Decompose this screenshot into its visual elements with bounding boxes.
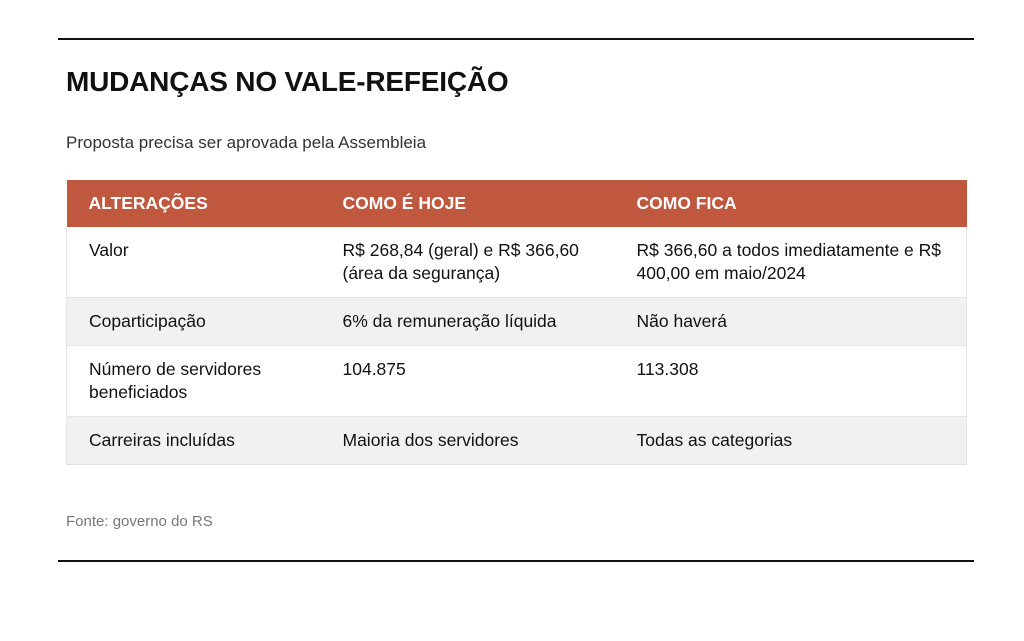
header-alteracoes: ALTERAÇÕES xyxy=(67,180,322,227)
table-row xyxy=(67,417,967,465)
comparison-table xyxy=(66,180,967,465)
page-title: MUDANÇAS NO VALE-REFEIÇÃO xyxy=(66,66,509,97)
table-row xyxy=(67,227,967,298)
header-como-fica: COMO FICA xyxy=(615,180,967,227)
cell-fica: 113.308 xyxy=(615,346,967,417)
row-label: Coparticipação xyxy=(67,298,322,346)
cell-hoje: 6% da remuneração líquida xyxy=(322,298,615,346)
table-header-row xyxy=(67,180,967,227)
cell-hoje: Maioria dos servidores xyxy=(322,417,615,465)
bottom-rule xyxy=(58,560,974,562)
cell-fica: R$ 366,60 a todos imediatamente e R$ 400,00 em maio/2024 xyxy=(615,227,967,298)
cell-hoje: R$ 268,84 (geral) e R$ 366,60 (área da segurança) xyxy=(322,227,615,298)
cell-hoje: 104.875 xyxy=(322,346,615,417)
cell-fica: Não haverá xyxy=(615,298,967,346)
cell-fica: Todas as categorias xyxy=(615,417,967,465)
row-label: Carreiras incluídas xyxy=(67,417,322,465)
table-row xyxy=(67,298,967,346)
table-row xyxy=(67,346,967,417)
header-como-e-hoje: COMO É HOJE xyxy=(322,180,615,227)
row-label: Número de servidores beneficiados xyxy=(67,346,322,417)
top-rule xyxy=(58,38,974,40)
source-note: Fonte: governo do RS xyxy=(66,513,213,530)
subtitle: Proposta precisa ser aprovada pela Assembleia xyxy=(66,133,427,152)
row-label: Valor xyxy=(67,227,322,298)
